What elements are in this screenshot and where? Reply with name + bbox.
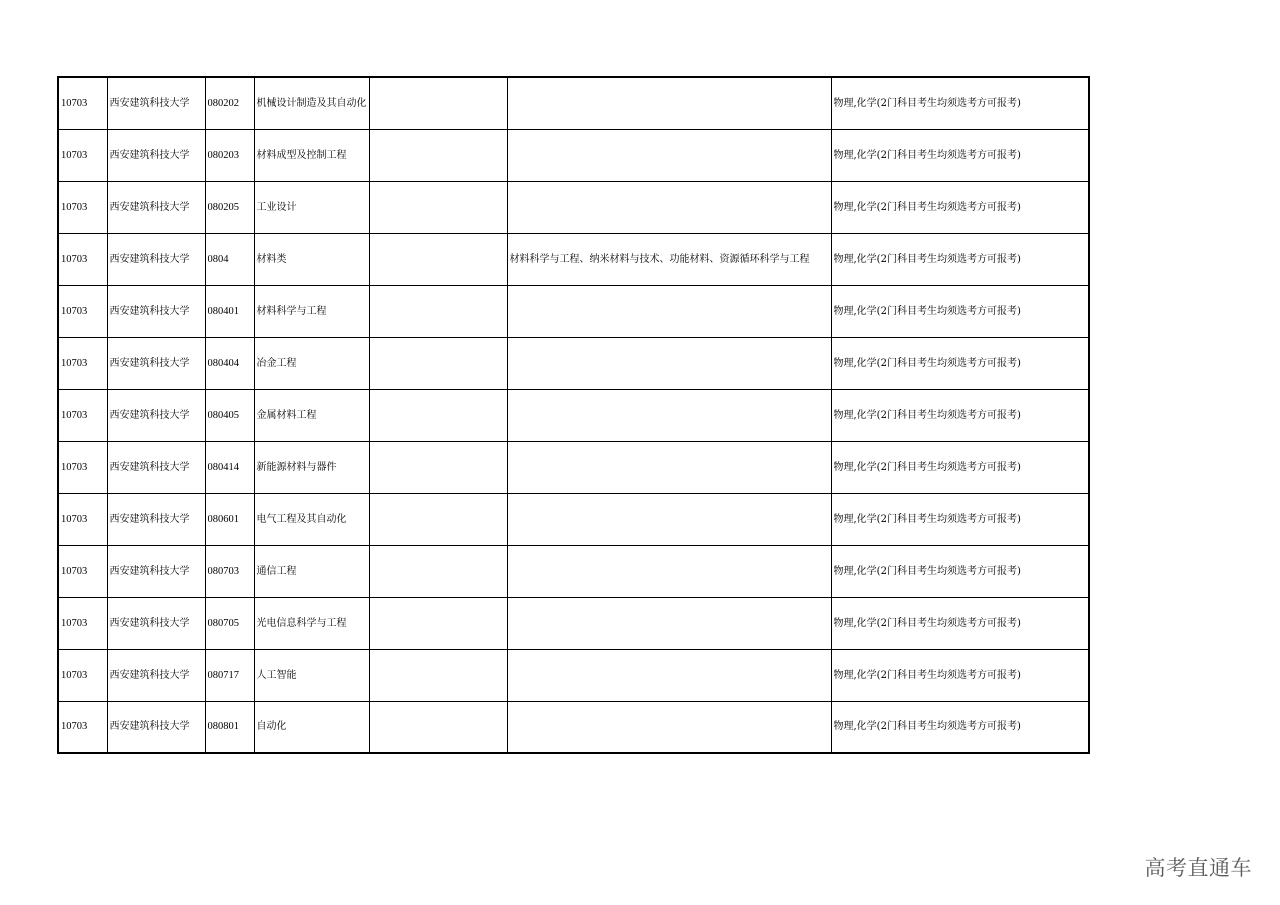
- school-name-cell: 西安建筑科技大学: [107, 337, 205, 389]
- school-name-cell: 西安建筑科技大学: [107, 77, 205, 129]
- subject-requirement-cell: 物理,化学(2门科目考生均须选考方可报考): [831, 389, 1089, 441]
- school-code-cell: 10703: [58, 701, 107, 753]
- extra-cell: [369, 597, 507, 649]
- major-name-cell: 工业设计: [254, 181, 369, 233]
- table-row: [58, 389, 1089, 441]
- school-code-cell: 10703: [58, 493, 107, 545]
- major-code-cell: 080203: [205, 129, 254, 181]
- major-name-cell: 材料成型及控制工程: [254, 129, 369, 181]
- school-code-cell: 10703: [58, 77, 107, 129]
- included-majors-cell: [507, 597, 831, 649]
- subject-requirement-cell: 物理,化学(2门科目考生均须选考方可报考): [831, 597, 1089, 649]
- included-majors-cell: [507, 337, 831, 389]
- table-row: [58, 493, 1089, 545]
- included-majors-cell: [507, 77, 831, 129]
- school-name-cell: 西安建筑科技大学: [107, 233, 205, 285]
- subject-requirement-cell: 物理,化学(2门科目考生均须选考方可报考): [831, 129, 1089, 181]
- major-code-cell: 0804: [205, 233, 254, 285]
- subject-requirement-cell: 物理,化学(2门科目考生均须选考方可报考): [831, 77, 1089, 129]
- school-code-cell: 10703: [58, 233, 107, 285]
- school-name-cell: 西安建筑科技大学: [107, 545, 205, 597]
- included-majors-cell: [507, 129, 831, 181]
- included-majors-cell: [507, 285, 831, 337]
- subject-requirement-cell: 物理,化学(2门科目考生均须选考方可报考): [831, 649, 1089, 701]
- table-row: [58, 77, 1089, 129]
- table-row: [58, 233, 1089, 285]
- table-row: [58, 441, 1089, 493]
- subject-requirement-cell: 物理,化学(2门科目考生均须选考方可报考): [831, 181, 1089, 233]
- major-name-cell: 材料类: [254, 233, 369, 285]
- included-majors-cell: 材料科学与工程、纳米材料与技术、功能材料、资源循环科学与工程: [507, 233, 831, 285]
- table-row: [58, 129, 1089, 181]
- included-majors-cell: [507, 441, 831, 493]
- major-name-cell: 材料科学与工程: [254, 285, 369, 337]
- table-body: [58, 77, 1089, 753]
- major-name-cell: 机械设计制造及其自动化: [254, 77, 369, 129]
- subject-requirement-cell: 物理,化学(2门科目考生均须选考方可报考): [831, 441, 1089, 493]
- included-majors-cell: [507, 545, 831, 597]
- included-majors-cell: [507, 389, 831, 441]
- subject-requirement-cell: 物理,化学(2门科目考生均须选考方可报考): [831, 701, 1089, 753]
- major-name-cell: 自动化: [254, 701, 369, 753]
- table-row: [58, 649, 1089, 701]
- major-code-cell: 080703: [205, 545, 254, 597]
- school-name-cell: 西安建筑科技大学: [107, 441, 205, 493]
- extra-cell: [369, 389, 507, 441]
- extra-cell: [369, 233, 507, 285]
- subject-requirement-cell: 物理,化学(2门科目考生均须选考方可报考): [831, 285, 1089, 337]
- table-row: [58, 337, 1089, 389]
- extra-cell: [369, 285, 507, 337]
- school-name-cell: 西安建筑科技大学: [107, 701, 205, 753]
- subject-requirement-cell: 物理,化学(2门科目考生均须选考方可报考): [831, 545, 1089, 597]
- table-row: [58, 597, 1089, 649]
- major-code-cell: 080401: [205, 285, 254, 337]
- extra-cell: [369, 493, 507, 545]
- subject-requirement-cell: 物理,化学(2门科目考生均须选考方可报考): [831, 233, 1089, 285]
- table-row: [58, 545, 1089, 597]
- school-name-cell: 西安建筑科技大学: [107, 129, 205, 181]
- major-code-cell: 080414: [205, 441, 254, 493]
- included-majors-cell: [507, 181, 831, 233]
- major-code-cell: 080601: [205, 493, 254, 545]
- school-code-cell: 10703: [58, 337, 107, 389]
- subject-requirement-cell: 物理,化学(2门科目考生均须选考方可报考): [831, 493, 1089, 545]
- major-name-cell: 新能源材料与器件: [254, 441, 369, 493]
- school-code-cell: 10703: [58, 649, 107, 701]
- extra-cell: [369, 337, 507, 389]
- school-code-cell: 10703: [58, 545, 107, 597]
- school-code-cell: 10703: [58, 181, 107, 233]
- table-row: [58, 285, 1089, 337]
- included-majors-cell: [507, 701, 831, 753]
- major-code-cell: 080404: [205, 337, 254, 389]
- included-majors-cell: [507, 493, 831, 545]
- school-name-cell: 西安建筑科技大学: [107, 389, 205, 441]
- extra-cell: [369, 77, 507, 129]
- major-name-cell: 通信工程: [254, 545, 369, 597]
- school-name-cell: 西安建筑科技大学: [107, 181, 205, 233]
- extra-cell: [369, 701, 507, 753]
- extra-cell: [369, 441, 507, 493]
- table-row: [58, 181, 1089, 233]
- school-name-cell: 西安建筑科技大学: [107, 285, 205, 337]
- extra-cell: [369, 181, 507, 233]
- school-code-cell: 10703: [58, 441, 107, 493]
- major-code-cell: 080205: [205, 181, 254, 233]
- subject-requirement-cell: 物理,化学(2门科目考生均须选考方可报考): [831, 337, 1089, 389]
- school-name-cell: 西安建筑科技大学: [107, 597, 205, 649]
- major-code-cell: 080801: [205, 701, 254, 753]
- extra-cell: [369, 545, 507, 597]
- major-name-cell: 人工智能: [254, 649, 369, 701]
- school-name-cell: 西安建筑科技大学: [107, 649, 205, 701]
- major-code-cell: 080202: [205, 77, 254, 129]
- major-name-cell: 电气工程及其自动化: [254, 493, 369, 545]
- included-majors-cell: [507, 649, 831, 701]
- school-code-cell: 10703: [58, 285, 107, 337]
- major-code-cell: 080717: [205, 649, 254, 701]
- school-code-cell: 10703: [58, 129, 107, 181]
- major-requirements-table: [57, 76, 1090, 754]
- school-name-cell: 西安建筑科技大学: [107, 493, 205, 545]
- school-code-cell: 10703: [58, 389, 107, 441]
- major-code-cell: 080405: [205, 389, 254, 441]
- major-name-cell: 光电信息科学与工程: [254, 597, 369, 649]
- watermark-logo: 高考直通车: [1144, 856, 1252, 880]
- major-name-cell: 冶金工程: [254, 337, 369, 389]
- major-name-cell: 金属材料工程: [254, 389, 369, 441]
- school-code-cell: 10703: [58, 597, 107, 649]
- table-row: [58, 701, 1089, 753]
- major-code-cell: 080705: [205, 597, 254, 649]
- extra-cell: [369, 129, 507, 181]
- extra-cell: [369, 649, 507, 701]
